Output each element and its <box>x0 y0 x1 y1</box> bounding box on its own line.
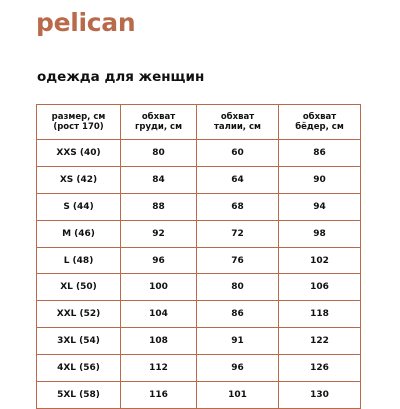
cell-size: L (48) <box>37 247 121 274</box>
cell-waist: 101 <box>197 382 279 409</box>
brand-logo: pelican <box>36 8 136 37</box>
cell-size: XS (42) <box>37 166 121 193</box>
cell-size: 5XL (58) <box>37 382 121 409</box>
table-header-row <box>37 105 361 140</box>
size-chart-table <box>36 104 361 409</box>
cell-waist: 91 <box>197 328 279 355</box>
cell-bust: 92 <box>121 220 197 247</box>
table-row <box>37 247 361 274</box>
table-row <box>37 140 361 167</box>
cell-hips: 118 <box>279 301 361 328</box>
cell-bust: 104 <box>121 301 197 328</box>
cell-hips: 106 <box>279 274 361 301</box>
cell-bust: 116 <box>121 382 197 409</box>
table-row <box>37 274 361 301</box>
cell-bust: 100 <box>121 274 197 301</box>
cell-hips: 94 <box>279 193 361 220</box>
table-row <box>37 193 361 220</box>
cell-hips: 90 <box>279 166 361 193</box>
table-row <box>37 301 361 328</box>
cell-bust: 88 <box>121 193 197 220</box>
cell-bust: 84 <box>121 166 197 193</box>
cell-size: 4XL (56) <box>37 355 121 382</box>
cell-size: S (44) <box>37 193 121 220</box>
header-size: размер, см (рост 170) <box>37 105 121 140</box>
cell-bust: 96 <box>121 247 197 274</box>
cell-waist: 72 <box>197 220 279 247</box>
cell-hips: 122 <box>279 328 361 355</box>
table-row <box>37 328 361 355</box>
table-row <box>37 355 361 382</box>
cell-bust: 112 <box>121 355 197 382</box>
page-title: одежда для женщин <box>37 69 205 85</box>
table-row <box>37 166 361 193</box>
cell-size: XXS (40) <box>37 140 121 167</box>
cell-hips: 98 <box>279 220 361 247</box>
cell-waist: 76 <box>197 247 279 274</box>
cell-bust: 108 <box>121 328 197 355</box>
cell-hips: 126 <box>279 355 361 382</box>
header-hips: обхват бёдер, см <box>279 105 361 140</box>
cell-waist: 64 <box>197 166 279 193</box>
cell-waist: 80 <box>197 274 279 301</box>
cell-waist: 68 <box>197 193 279 220</box>
table-row <box>37 382 361 409</box>
table-row <box>37 220 361 247</box>
cell-size: XXL (52) <box>37 301 121 328</box>
cell-bust: 80 <box>121 140 197 167</box>
cell-waist: 60 <box>197 140 279 167</box>
cell-hips: 86 <box>279 140 361 167</box>
cell-waist: 86 <box>197 301 279 328</box>
cell-size: M (46) <box>37 220 121 247</box>
cell-size: 3XL (54) <box>37 328 121 355</box>
cell-hips: 130 <box>279 382 361 409</box>
cell-hips: 102 <box>279 247 361 274</box>
header-bust: обхват груди, см <box>121 105 197 140</box>
header-waist: обхват талии, см <box>197 105 279 140</box>
cell-size: XL (50) <box>37 274 121 301</box>
cell-waist: 96 <box>197 355 279 382</box>
